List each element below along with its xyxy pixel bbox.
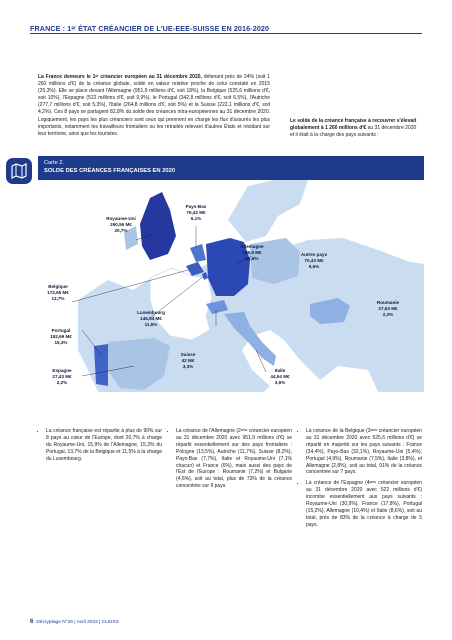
label-allemagne	[230, 244, 274, 262]
label-suisse	[168, 352, 208, 370]
label-portugal	[40, 328, 82, 346]
page-header-title: FRANCE : 1ᵉʳ ÉTAT CRÉANCIER DE L'UE-EEE-SUISSE EN 2016-2020	[30, 24, 270, 33]
label-autres-pays-name: Autres pays	[300, 252, 328, 257]
label-italie-amount: 44,94 M€	[270, 374, 290, 379]
label-pays-bas	[172, 204, 220, 222]
label-autres-pays-amount: 70,43 M€	[304, 258, 324, 263]
intro-lead: La France demeure le 1ᵉʳ créancier européen au 31 décembre 2020,	[38, 74, 202, 80]
label-luxembourg	[128, 310, 174, 328]
label-autres-pays	[292, 252, 336, 270]
label-espagne-name: Espagne	[52, 368, 72, 373]
bullet-item: • La créance de l'Espagne (4ᵉᵐᵉ créancier européen au 31 décembre 2020 avec 522 millions d'€) incombe essentiellement aux pays suivants : Royaume-Uni (30,9%), France (17,8%), Portugal (15,2%), Allemagne (10,4%) et Italie (8,6%), soit au total, près de 83% de la créance à charge de 5 pays.	[306, 480, 422, 528]
europe-map-drawing	[38, 180, 424, 392]
bullet-list-2	[168, 428, 292, 490]
label-suisse-pct: 3,3%	[182, 364, 194, 369]
label-royaume-uni-amount: 260,56 M€	[110, 222, 132, 227]
label-roumanie-name: Roumanie	[376, 300, 400, 305]
label-allemagne-amount: 189,9 M€	[242, 250, 262, 255]
label-espagne-amount: 27,43 M€	[52, 374, 72, 379]
bullet-item: • La créance de l'Allemagne (2ᵉᵐᵉ créancier européen au 31 décembre 2020 avec 951,9 millions d'€) se répartit essentiellement sur des pays frontaliers : Pologne (13,5%), Autriche (11,7%), Suisse (8,2%), Pays-Bas (7,7%), Italie et Royaume-Uni (7,1% chacun) et France (6%), mais aussi des pays de l'Est de l'Europe : Roumanie (7,2%) et Bulgarie (4,6%), soit au total, plus de 73% de la créance concentrée sur 9 pays.	[176, 428, 292, 490]
label-royaume-uni-name: Royaume-Uni	[106, 216, 136, 221]
bullet-item: • La créance française est répartie à plus de 90% sur 8 pays au cœur de l'Europe, dont 20,7% à charge du Royaume-Uni, 15,9% de l'Allemagne, 15,3% du Portugal, 13,7% de la Belgique et 11,5% à la charge du Luxembourg.	[46, 428, 162, 463]
column-1	[38, 428, 162, 467]
label-belgique-amount: 172,65 M€	[47, 290, 69, 295]
label-espagne-pct: 2,2%	[56, 380, 68, 385]
intro-paragraph	[38, 74, 270, 138]
label-roumanie	[366, 300, 410, 318]
label-royaume-uni	[98, 216, 144, 234]
column-3	[298, 428, 422, 533]
label-pays-bas-name: Pays-Bas	[185, 204, 207, 209]
label-royaume-uni-pct: 20,7%	[114, 228, 128, 233]
page-number: 6	[30, 619, 34, 625]
label-pays-bas-amount: 76,42 M€	[186, 210, 206, 215]
label-pays-bas-pct: 6,1%	[190, 216, 202, 221]
map-card	[38, 156, 424, 392]
label-luxembourg-pct: 11,5%	[144, 322, 158, 327]
label-portugal-amount: 192,69 M€	[50, 334, 72, 339]
bullet-list-1	[38, 428, 162, 463]
label-espagne	[42, 368, 82, 386]
label-roumanie-amount: 27,63 M€	[378, 306, 398, 311]
label-italie	[260, 368, 300, 386]
label-portugal-pct: 15,3%	[54, 340, 68, 345]
label-allemagne-pct: 15,9%	[245, 256, 259, 261]
side-note-bold: Le solde de la créance française à recouvrer s'élevait globalement à 1 260 millions d'€	[290, 118, 417, 132]
label-portugal-name: Portugal	[51, 328, 71, 333]
portugal-shape	[94, 344, 108, 386]
header-divider	[30, 33, 422, 34]
europe-map	[38, 180, 424, 392]
side-note-text: au 31 décembre 2020 et il était à la charge des pays suivants :	[290, 125, 417, 139]
label-italie-name: Italie	[274, 368, 286, 373]
card-title: SOLDE DES CRÉANCES FRANÇAISES EN 2020	[44, 168, 176, 174]
card-kicker: Carte 2.	[44, 160, 64, 166]
bullet-list-3	[298, 428, 422, 529]
label-roumanie-pct: 2,2%	[382, 312, 394, 317]
label-suisse-amount: 42 M€	[181, 358, 195, 363]
label-autres-pays-pct: 5,6%	[308, 264, 320, 269]
label-italie-pct: 3,6%	[274, 380, 286, 385]
label-luxembourg-amount: 145,54 M€	[140, 316, 162, 321]
footer-text: Décryptage N°26 | Avril 2022 | CLEISS	[36, 620, 119, 625]
side-note	[290, 118, 420, 139]
bullet-item: • La créance de la Belgique (3ᵉᵐᵉ créancier européen au 31 décembre 2020 avec 525,6 millions d'€) se répartit en majorité sur les pays suivants : France (34,4%), Pays-Bas (32,1%), Royaume-Uni (5,4%), Portugal (4,9%), Roumanie (7,5%), Italie (3,8%), et Allemagne (2,8%), soit au total, 91% de la créance concentrée sur 7 pays.	[306, 428, 422, 476]
column-2	[168, 428, 292, 494]
label-belgique	[38, 284, 78, 302]
label-luxembourg-name: Luxembourg	[137, 310, 165, 315]
label-allemagne-name: Allemagne	[240, 244, 264, 249]
label-belgique-pct: 13,7%	[51, 296, 65, 301]
map-icon	[6, 158, 32, 184]
label-belgique-name: Belgique	[48, 284, 68, 289]
page-footer	[30, 619, 119, 625]
label-suisse-name: Suisse	[180, 352, 196, 357]
intro-text: détenant près de 24% (soit 1 260 millions d'€) de la créance globale, solde en valeur relative proche de celui constaté en 2015 (25,3%). Elle se place devant l'Allemagne (951,9 millions d'€, soit 18%), la Belgique (525,6 millions d'€, soit 10%), l'Espagne (522 millions d'€, soit 9,9%), le Portugal (342,8 millions d'€, soit 6,5%), l'Autriche (277,7 millions d'€, soit 5,3%), l'Italie (264,8 millions d'€, soit 5%) et la Suisse (222,1 millions d'€, soit 4,2%). Ces 8 pays se partagent 82,8% du solde des créances intra-européennes au 31 décembre 2020. Logiquement, les pays les plus créanciers sont ceux qui prennent en charge les flux d'assurés les plus importants, notamment les travailleurs frontaliers ou les retraités relevant d'autres États et résidant sur leur territoire, ainsi que les touristes.	[38, 74, 270, 137]
